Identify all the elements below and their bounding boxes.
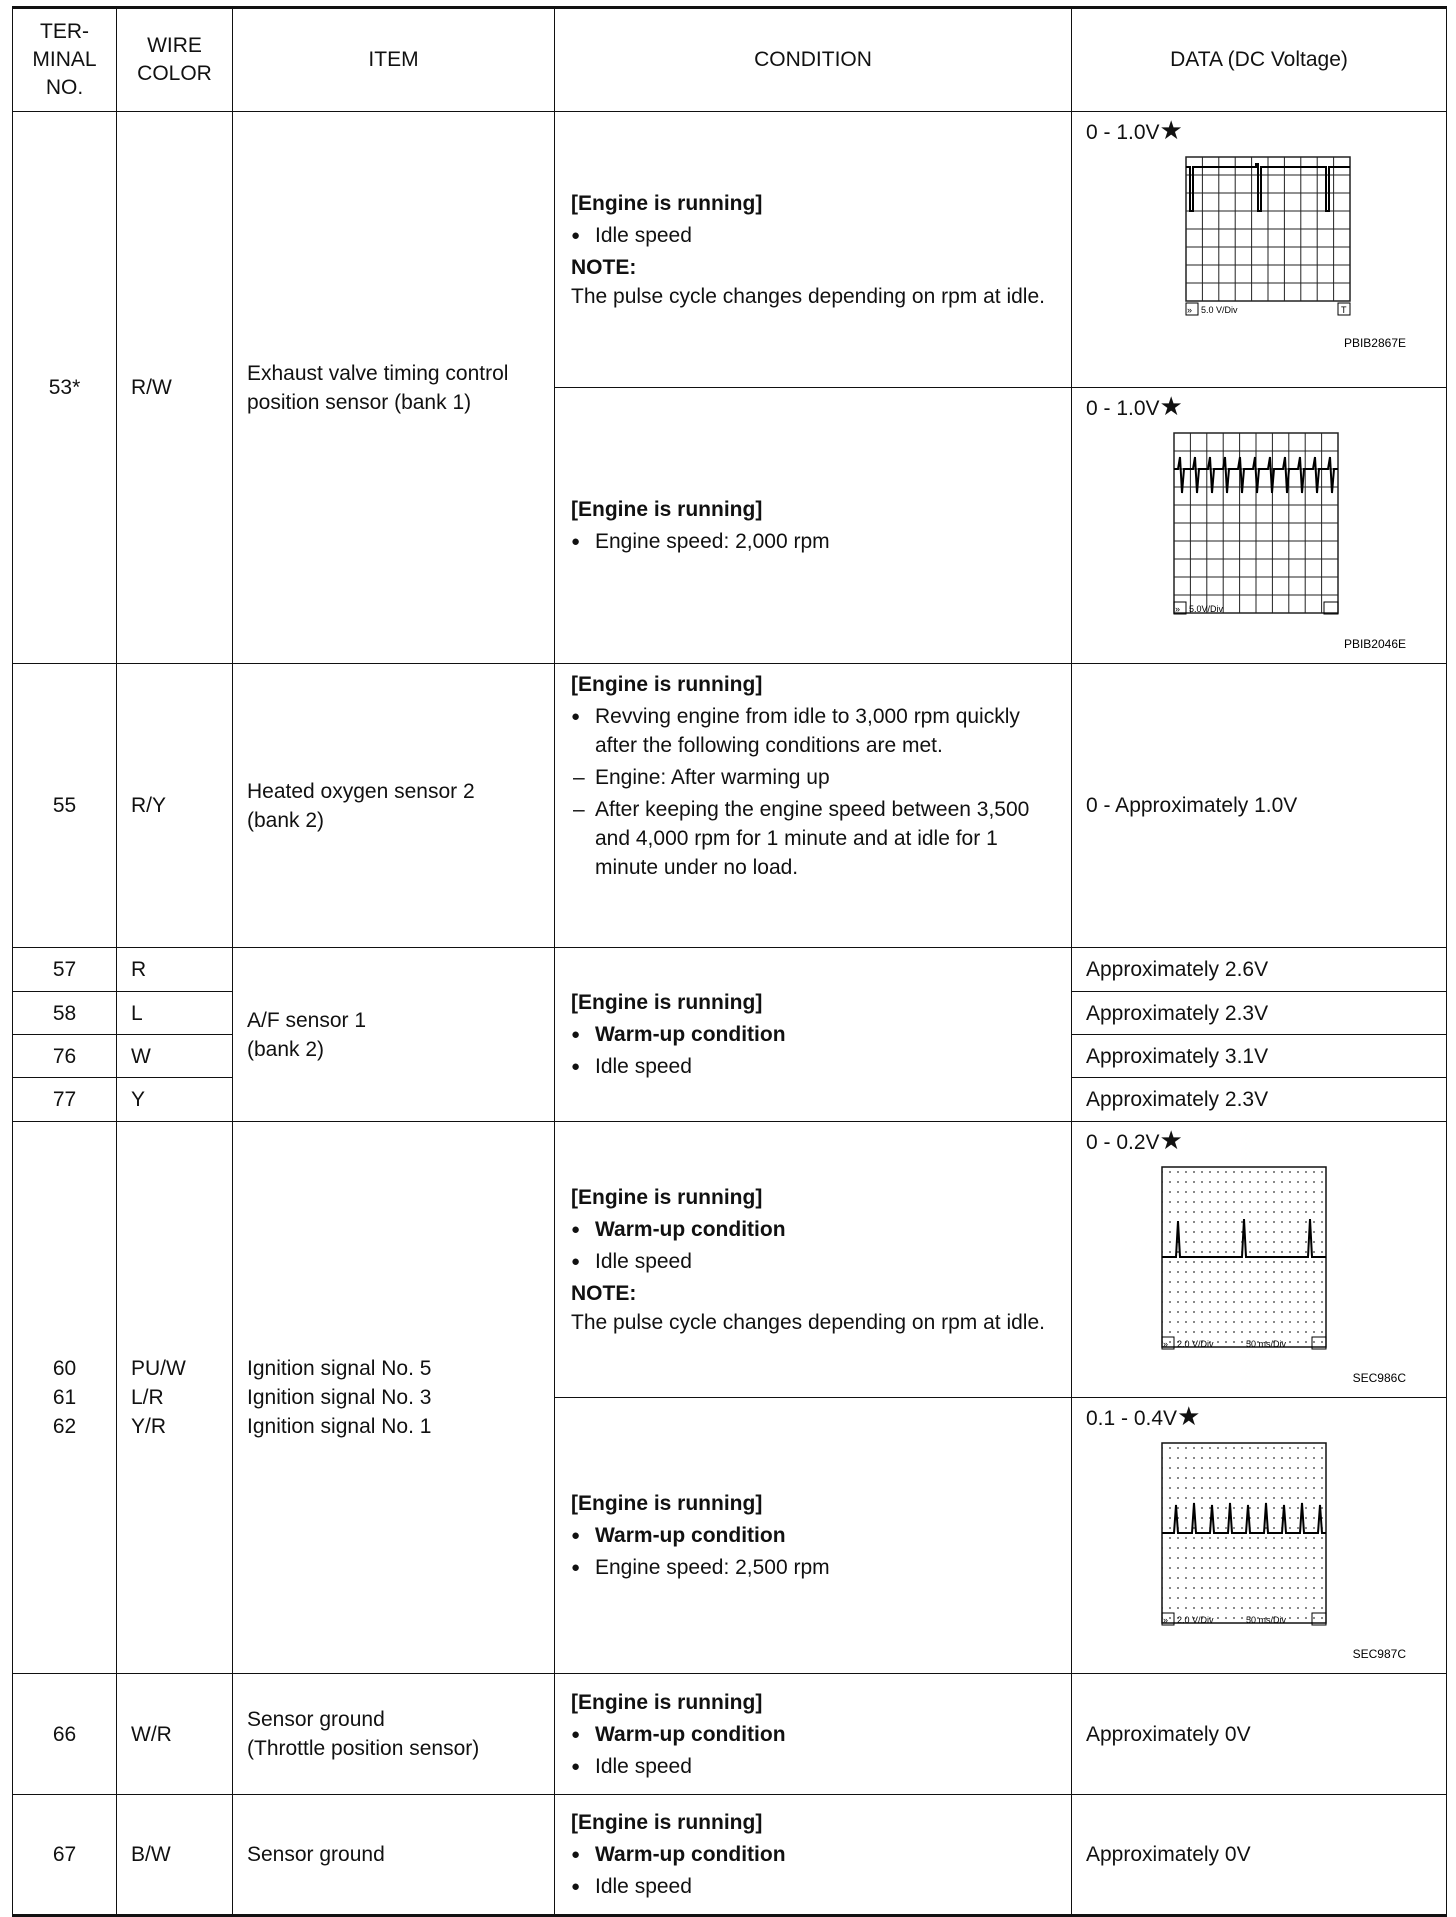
scope-time-label: 50 ms/Div [1246,1339,1287,1349]
figure-code: SEC986C [1352,1371,1406,1385]
terminal-no: 53* [13,112,117,664]
figure-code: PBIB2867E [1343,336,1406,350]
condition-bullet: ● Warm-up condition [571,1720,1061,1749]
wire-color: R/Y [117,664,233,948]
scope-trigger-label: T [1341,305,1347,315]
condition-bullet: ● Idle speed [571,1752,1061,1781]
item-name: Sensor ground (Throttle position sensor) [233,1674,555,1795]
item-name: Ignition signal No. 5 Ignition signal No. 3 Ignition signal No. 1 [233,1122,555,1674]
condition-bullet: ● Warm-up condition [571,1020,1061,1049]
terminal-data-table-page [12,6,1446,1898]
data-cell: Approximately 0V [1072,1795,1447,1916]
svg-text:»: » [1187,305,1193,315]
wire-color: PU/W L/R Y/R [117,1122,233,1674]
wire-color: R/W [117,112,233,664]
data-cell [1072,388,1447,664]
condition-heading: [Engine is running] [571,1811,763,1834]
condition-bullet: ● Engine speed: 2,500 rpm [571,1553,1061,1582]
data-cell: Approximately 0V [1072,1674,1447,1795]
header-item: ITEM [233,8,555,112]
star-icon: ★ [1159,391,1183,421]
header-wire-color: WIRE COLOR [117,8,233,112]
item-name: Sensor ground [233,1795,555,1916]
star-icon: ★ [1159,1125,1183,1155]
header-data: DATA (DC Voltage) [1072,8,1447,112]
table-row [13,112,1447,388]
terminal-no: 66 [13,1674,117,1795]
scope-time-label: 50 ms/Div [1246,1615,1287,1625]
condition-bullet: ● Warm-up condition [571,1215,1061,1244]
condition-cell [555,1398,1072,1674]
data-cell [1072,1122,1447,1398]
condition-cell [555,1795,1072,1916]
condition-heading: [Engine is running] [571,1492,763,1515]
terminal-no: 57 [13,948,117,992]
table-row [13,948,1447,992]
condition-heading: [Engine is running] [571,498,763,521]
oscilloscope-waveform [1086,1433,1436,1665]
condition-heading: [Engine is running] [571,191,763,215]
note-label: NOTE: [571,1281,637,1305]
svg-text:»: » [1175,604,1181,614]
svg-text:»: » [1163,1615,1169,1625]
condition-heading: [Engine is running] [571,1690,763,1714]
table-row [13,1795,1447,1916]
star-icon: ★ [1177,1401,1201,1431]
scope-scale-label: 5.0V/Div [1189,604,1224,614]
data-cell: Approximately 2.6V [1072,948,1447,992]
data-cell: Approximately 2.3V [1072,992,1447,1035]
condition-cell [555,664,1072,948]
condition-bullet: ● Idle speed [571,221,1061,250]
condition-heading: [Engine is running] [571,991,763,1014]
note-text: The pulse cycle changes depending on rpm at idle. [571,1310,1045,1334]
star-icon: ★ [1159,115,1183,145]
oscilloscope-waveform [1086,147,1436,379]
scope-scale-label: 2.0 V/Div [1177,1339,1214,1349]
condition-subitem: – Engine: After warming up [571,763,1061,792]
header-terminal: TER- MINAL NO. [13,8,117,112]
terminal-no: 55 [13,664,117,948]
terminal-data-table [12,6,1447,1917]
scope-scale-label: 2.0 V/Div [1177,1615,1214,1625]
figure-code: PBIB2046E [1343,637,1406,651]
terminal-no: 77 [13,1078,117,1122]
wire-color: B/W [117,1795,233,1916]
condition-bullet: ● Idle speed [571,1872,1061,1901]
condition-bullet: ● Warm-up condition [571,1521,1061,1550]
note-label: NOTE: [571,255,637,279]
condition-bullet: ● Revving engine from idle to 3,000 rpm quickly after the following conditions are met. [571,702,1061,760]
condition-heading: [Engine is running] [571,1185,763,1209]
wire-color: W [117,1035,233,1078]
item-name: Heated oxygen sensor 2 (bank 2) [233,664,555,948]
condition-bullet: ● Idle speed [571,1052,1061,1081]
item-name: Exhaust valve timing control position sensor (bank 1) [233,112,555,664]
header-row [13,8,1447,112]
condition-subitem: – After keeping the engine speed between 3,500 and 4,000 rpm for 1 minute and at idle for 1 minute under no load. [571,795,1061,882]
scope-scale-label: 5.0 V/Div [1201,305,1238,315]
data-cell: Approximately 3.1V [1072,1035,1447,1078]
svg-text:»: » [1163,1339,1169,1349]
condition-bullet: ● Warm-up condition [571,1840,1061,1869]
oscilloscope-waveform [1086,423,1436,655]
figure-code: SEC987C [1352,1647,1406,1661]
voltage-value: 0 - 1.0V [1086,397,1160,420]
condition-cell [555,1122,1072,1398]
wire-color: Y [117,1078,233,1122]
data-cell: Approximately 2.3V [1072,1078,1447,1122]
condition-heading: [Engine is running] [571,673,763,696]
table-row [13,1122,1447,1398]
oscilloscope-waveform [1086,1157,1436,1389]
terminal-no: 58 [13,992,117,1035]
terminal-no: 67 [13,1795,117,1916]
note-text: The pulse cycle changes depending on rpm at idle. [571,284,1045,308]
item-name: A/F sensor 1 (bank 2) [233,948,555,1122]
voltage-value: 0.1 - 0.4V [1086,1407,1178,1430]
condition-bullet: ● Idle speed [571,1247,1061,1276]
terminal-no: 60 61 62 [13,1122,117,1674]
condition-cell [555,112,1072,388]
voltage-value: 0 - 0.2V [1086,1131,1160,1154]
header-condition: CONDITION [555,8,1072,112]
data-cell [1072,1398,1447,1674]
wire-color: L [117,992,233,1035]
condition-cell [555,388,1072,664]
condition-cell [555,1674,1072,1795]
wire-color: W/R [117,1674,233,1795]
wire-color: R [117,948,233,992]
table-row [13,664,1447,948]
terminal-no: 76 [13,1035,117,1078]
condition-bullet: ● Engine speed: 2,000 rpm [571,527,1061,556]
condition-cell [555,948,1072,1122]
voltage-value: 0 - 1.0V [1086,121,1160,144]
data-cell [1072,112,1447,388]
data-cell: 0 - Approximately 1.0V [1072,664,1447,948]
table-row [13,1674,1447,1795]
